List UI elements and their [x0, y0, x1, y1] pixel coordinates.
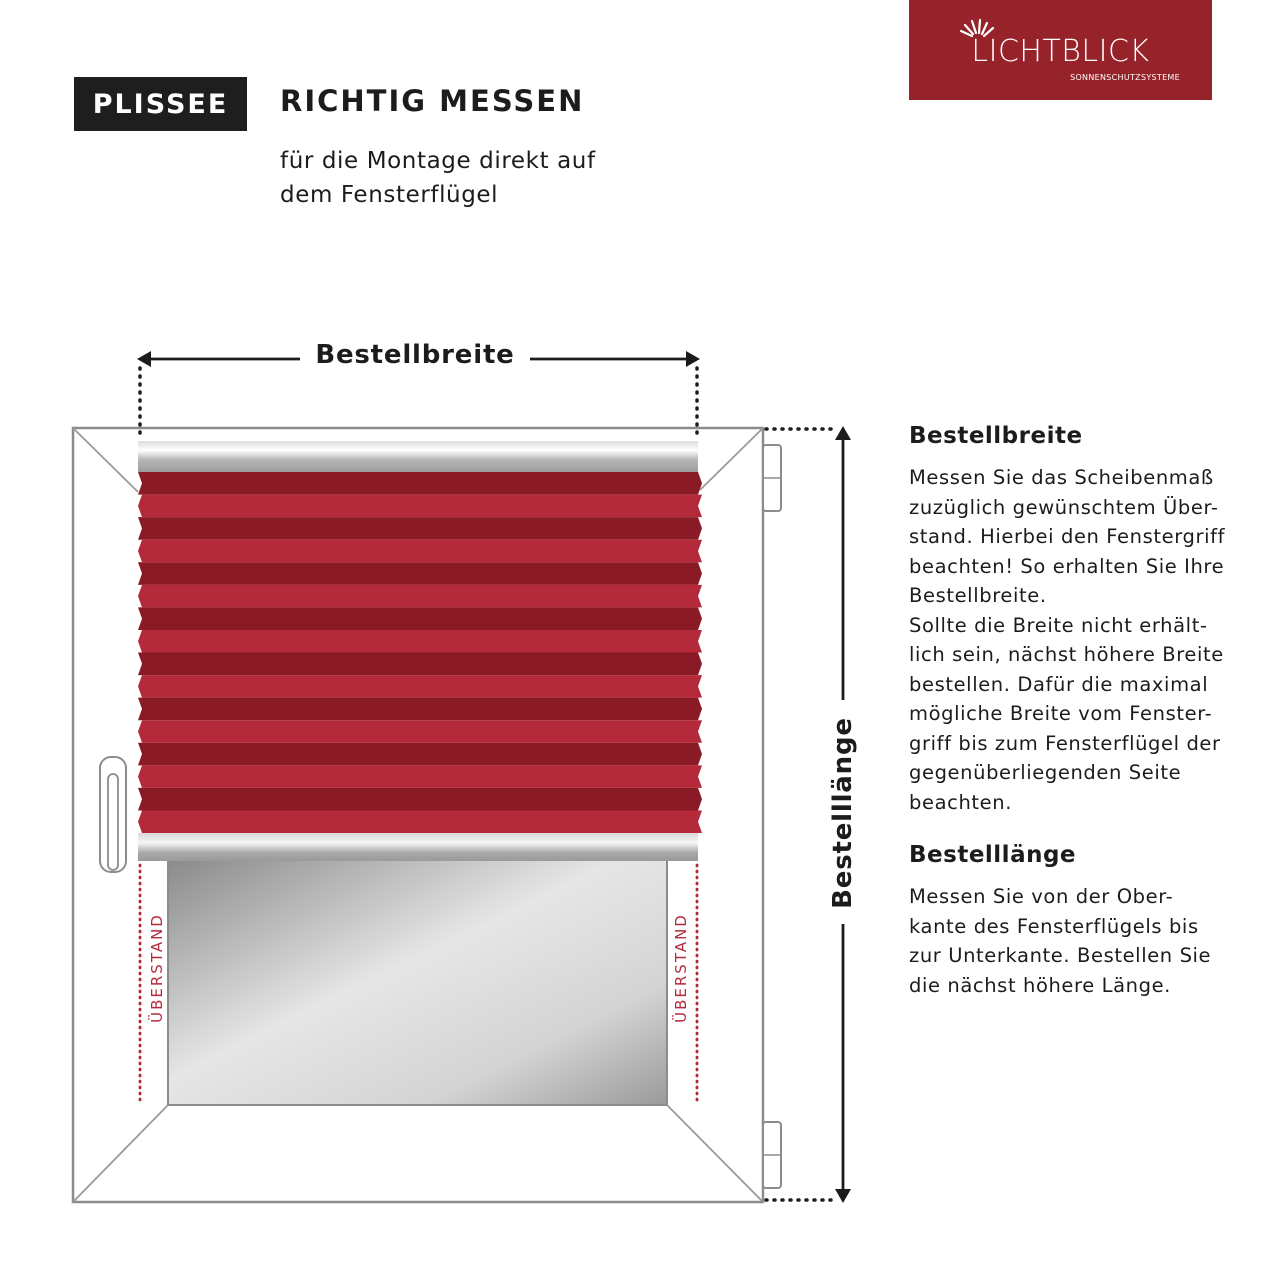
text-line: bestellen. Dafür die maximal: [909, 672, 1209, 696]
arrow-left-icon: [137, 351, 151, 367]
blind-pleat: [138, 495, 702, 518]
blind-bottom-rail: [138, 833, 698, 861]
length-dimension-label: Bestelllänge: [825, 703, 861, 923]
blind-pleat: [138, 562, 702, 585]
text-line: kante des Fensterflügels bis: [909, 914, 1199, 938]
width-heading: Bestellbreite: [909, 423, 1083, 449]
text-line: Messen Sie von der Ober-: [909, 885, 1174, 908]
blind-pleat: [138, 675, 702, 698]
blind-pleat: [138, 630, 702, 653]
window-handle-icon: [100, 757, 126, 872]
logo-tagline: SONNENSCHUTZSYSTEME: [1070, 73, 1180, 82]
blind-pleat: [138, 698, 702, 721]
text-line: stand. Hierbei den Fenstergriff: [909, 525, 1226, 548]
text-line: beachten.: [909, 790, 1013, 814]
text-line: Messen Sie das Scheibenmaß: [909, 466, 1214, 489]
text-line: Sollte die Breite nicht erhält-: [909, 613, 1208, 637]
text-line: gegenüberliegenden Seite: [909, 761, 1182, 784]
arrow-down-icon: [835, 1189, 851, 1203]
blind-pleat: [138, 540, 702, 563]
blind-pleat: [138, 585, 702, 608]
overhang-label-right: ÜBERSTAND: [672, 913, 690, 1023]
blind-pleat: [138, 607, 702, 630]
width-description: [909, 463, 1239, 817]
hinge-icon: [763, 1122, 781, 1188]
text-line: beachten! So erhalten Sie Ihre: [909, 554, 1225, 578]
arrow-right-icon: [686, 351, 700, 367]
blind-pleat: [138, 472, 702, 495]
pleated-blind: [138, 441, 702, 861]
window-glass: [168, 860, 667, 1105]
text-line: griff bis zum Fensterflügel der: [909, 731, 1221, 755]
text-line: lich sein, nächst höhere Breite: [909, 643, 1224, 666]
subtitle-line: für die Montage direkt auf: [280, 148, 596, 174]
blind-top-rail: [138, 441, 698, 472]
logo-wordmark: LICHTBLICK: [971, 34, 1150, 69]
arrow-up-icon: [835, 426, 851, 440]
length-heading: Bestelllänge: [909, 842, 1077, 868]
blind-pleats: [138, 472, 702, 833]
text-line: die nächst höhere Länge.: [909, 973, 1171, 997]
blind-pleat: [138, 653, 702, 676]
hinge-icon: [763, 445, 781, 511]
length-description: [909, 882, 1239, 1000]
text-line: zuzüglich gewünschtem Über-: [909, 495, 1219, 519]
blind-pleat: [138, 810, 702, 833]
blind-pleat: [138, 765, 702, 788]
blind-pleat: [138, 517, 702, 540]
subtitle-line: dem Fensterflügel: [280, 182, 499, 208]
blind-pleat: [138, 743, 702, 766]
page-title: RICHTIG MESSEN: [280, 84, 585, 118]
product-tag: PLISSEE: [74, 77, 247, 131]
blind-pleat: [138, 788, 702, 811]
width-dimension-label: Bestellbreite: [300, 340, 530, 370]
overhang-label-left: ÜBERSTAND: [148, 913, 166, 1023]
blind-pleat: [138, 720, 702, 743]
text-line: Bestellbreite.: [909, 584, 1047, 607]
text-line: zur Unterkante. Bestellen Sie: [909, 944, 1212, 967]
text-line: mögliche Breite vom Fenster-: [909, 702, 1213, 725]
